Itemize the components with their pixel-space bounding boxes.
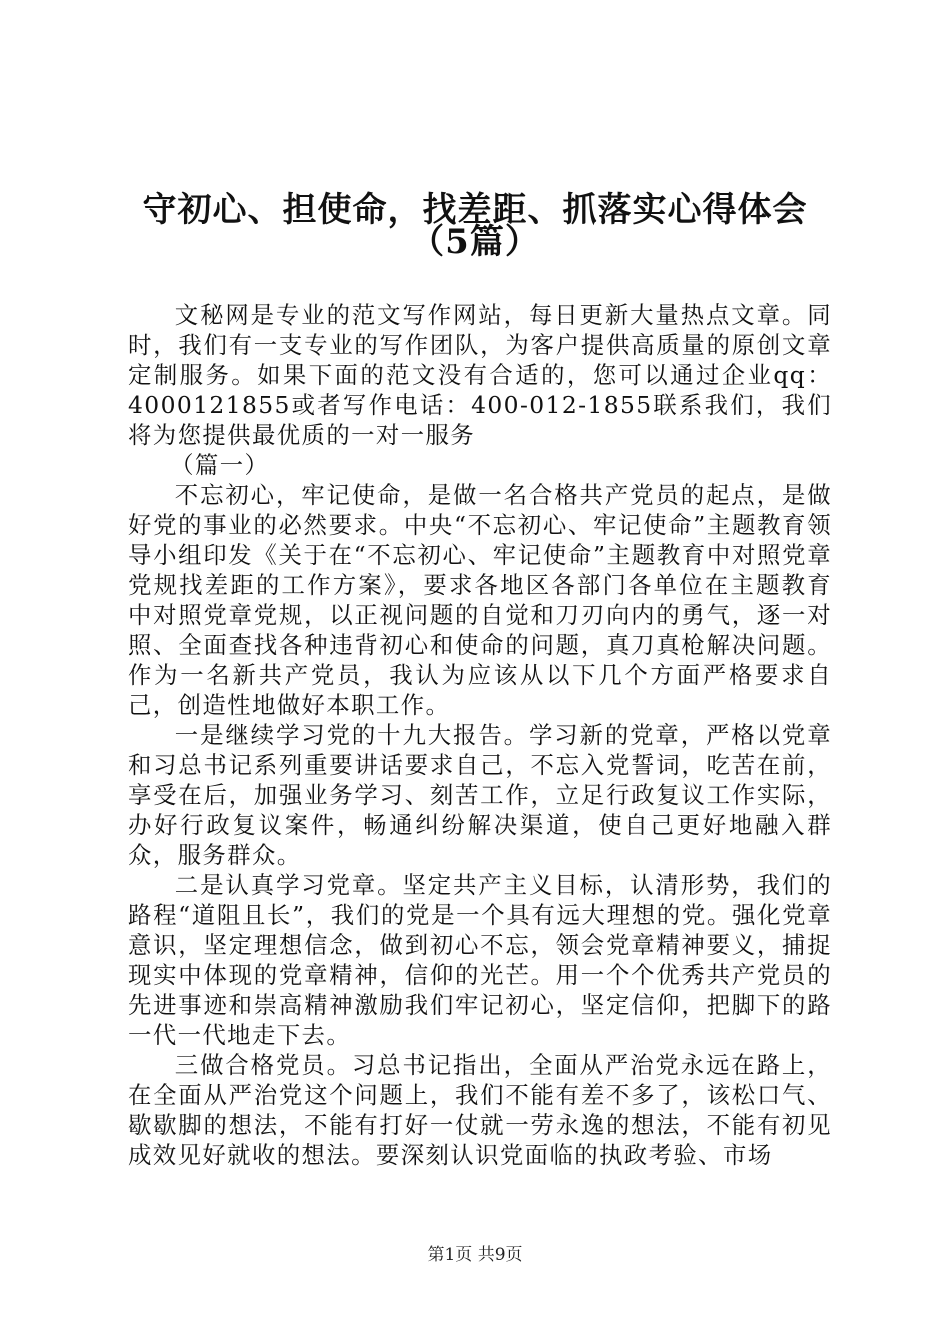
page-footer: 第1页 共9页	[427, 1245, 523, 1265]
document-subtitle: （5篇）	[410, 222, 540, 262]
body-paragraph: 一是继续学习党的十九大报告。学习新的党章，严格以党章和习总书记系列重要讲话要求自己，不忘入党誓词，吃苦在前，享受在后，加强业务学习、刻苦工作，立足行政复议工作实际，办好行政复议案件，畅通纠纷解决渠道，使自己更好地融入群众，服务群众。	[128, 721, 832, 869]
document-body	[128, 300, 832, 1170]
body-paragraph: 二是认真学习党章。坚定共产主义目标，认清形势，我们的路程“道阻且长”，我们的党是一个具有远大理想的党。强化党章意识，坚定理想信念，做到初心不忘，领会党章精神要义，捕捉现实中体现的党章精神，信仰的光芒。用一个个优秀共产党员的先进事迹和崇高精神激励我们牢记初心，坚定信仰，把脚下的路一代一代地走下去。	[128, 871, 832, 1049]
body-paragraph: 三做合格党员。习总书记指出，全面从严治党永远在路上，在全面从严治党这个问题上，我们不能有差不多了，该松口气、歇歇脚的想法，不能有打好一仗就一劳永逸的想法，不能有初见成效见好就收的想法。要深刻认识党面临的执政考验、市场	[128, 1051, 832, 1169]
body-paragraph: 不忘初心，牢记使命，是做一名合格共产党员的起点，是做好党的事业的必然要求。中央“不忘初心、牢记使命”主题教育领导小组印发《关于在“不忘初心、牢记使命”主题教育中对照党章党规找差距的工作方案》，要求各地区各部门各单位在主题教育中对照党章党规，以正视问题的自觉和刀刃向内的勇气，逐一对照、全面查找各种违背初心和使命的问题，真刀真枪解决问题。作为一名新共产党员，我认为应该从以下几个方面严格要求自己，创造性地做好本职工作。	[128, 481, 832, 719]
intro-paragraph: 文秘网是专业的范文写作网站，每日更新大量热点文章。同时，我们有一支专业的写作团队，为客户提供高质量的原创文章定制服务。如果下面的范文没有合适的，您可以通过企业qq：4000121855或者写作电话：400-012-1855联系我们，我们将为您提供最优质的一对一服务	[128, 301, 832, 449]
section-heading: （篇一）	[170, 451, 270, 479]
document-title: 守初心、担使命，找差距、抓落实心得体会	[142, 190, 808, 230]
